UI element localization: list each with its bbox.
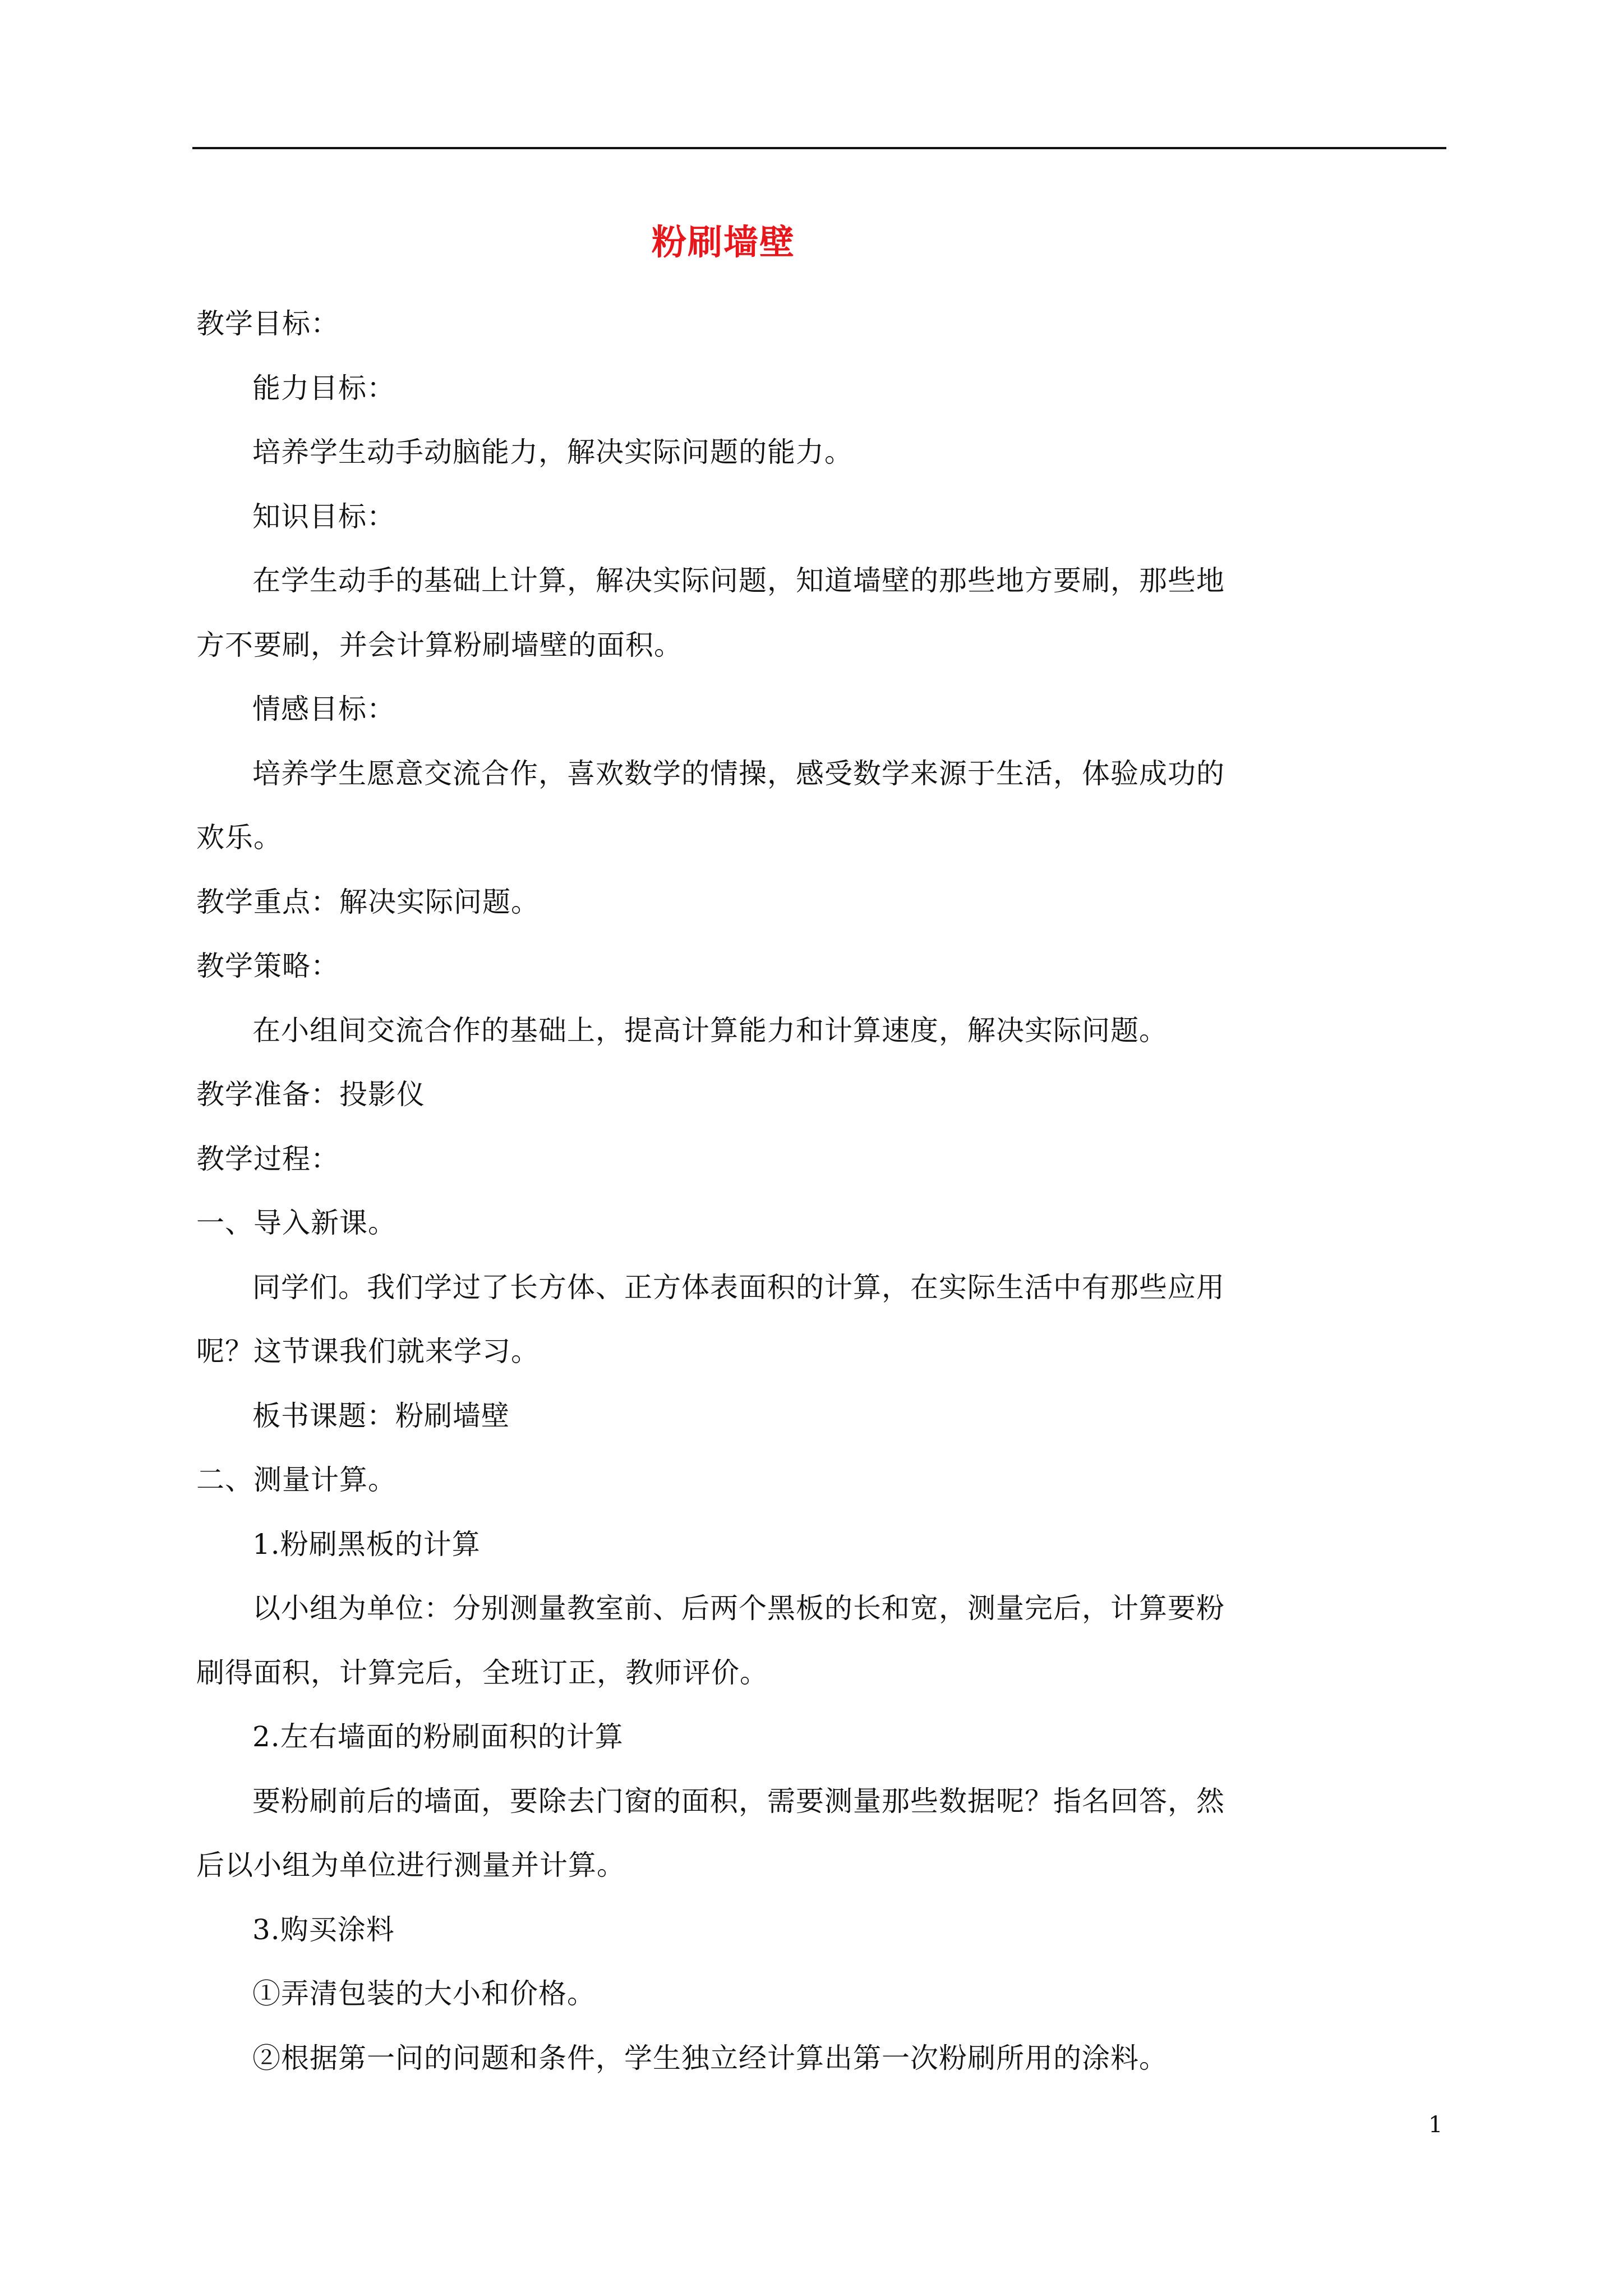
text-line: 知识目标：	[252, 500, 395, 533]
text-line: 方不要刷，并会计算粉刷墙壁的面积。	[196, 628, 683, 661]
text-line: 教学策略：	[196, 950, 339, 982]
text-line: 一、导入新课。	[196, 1207, 396, 1239]
text-line: 教学重点：解决实际问题。	[196, 885, 540, 918]
document-body	[196, 292, 1251, 2090]
text-line: 二、测量计算。	[196, 1464, 396, 1496]
text-line: 欢乐。	[196, 821, 282, 854]
text-line: 在小组间交流合作的基础上，提高计算能力和计算速度，解决实际问题。	[252, 1014, 1168, 1047]
text-line: 刷得面积，计算完后，全班订正，教师评价。	[196, 1656, 768, 1689]
text-line: 教学过程：	[196, 1142, 339, 1175]
text-line: 要粉刷前后的墙面，要除去门窗的面积，需要测量那些数据呢？指名回答，然	[252, 1784, 1225, 1818]
text-line: 3.购买涂料	[252, 1913, 395, 1946]
document-title: 粉刷墙壁	[651, 222, 795, 263]
text-line: 呢？这节课我们就来学习。	[196, 1335, 540, 1368]
text-line: 2.左右墙面的粉刷面积的计算	[252, 1720, 624, 1753]
text-line: ②根据第一问的问题和条件，学生独立经计算出第一次粉刷所用的涂料。	[252, 2041, 1168, 2074]
text-line: 教学准备：投影仪	[196, 1078, 425, 1111]
text-line: 培养学生动手动脑能力，解决实际问题的能力。	[252, 436, 853, 468]
text-line: 1.粉刷黑板的计算	[252, 1527, 481, 1561]
text-line: 同学们。我们学过了长方体、正方体表面积的计算，在实际生活中有那些应用	[252, 1271, 1225, 1304]
text-line: 后以小组为单位进行测量并计算。	[196, 1849, 625, 1881]
text-line: 在学生动手的基础上计算，解决实际问题，知道墙壁的那些地方要刷，那些地	[252, 564, 1225, 597]
text-line: 以小组为单位：分别测量教室前、后两个黑板的长和宽，测量完后，计算要粉	[252, 1592, 1225, 1625]
text-line: 能力目标：	[252, 371, 395, 404]
header-rule	[192, 147, 1446, 149]
text-line: ①弄清包装的大小和价格。	[252, 1977, 596, 2010]
text-line: 教学目标：	[196, 307, 339, 340]
page-number: 1	[1428, 2112, 1443, 2138]
text-line: 情感目标：	[252, 693, 395, 725]
text-line: 培养学生愿意交流合作，喜欢数学的情操，感受数学来源于生活，体验成功的	[252, 757, 1225, 790]
text-line: 板书课题：粉刷墙壁	[252, 1399, 510, 1432]
